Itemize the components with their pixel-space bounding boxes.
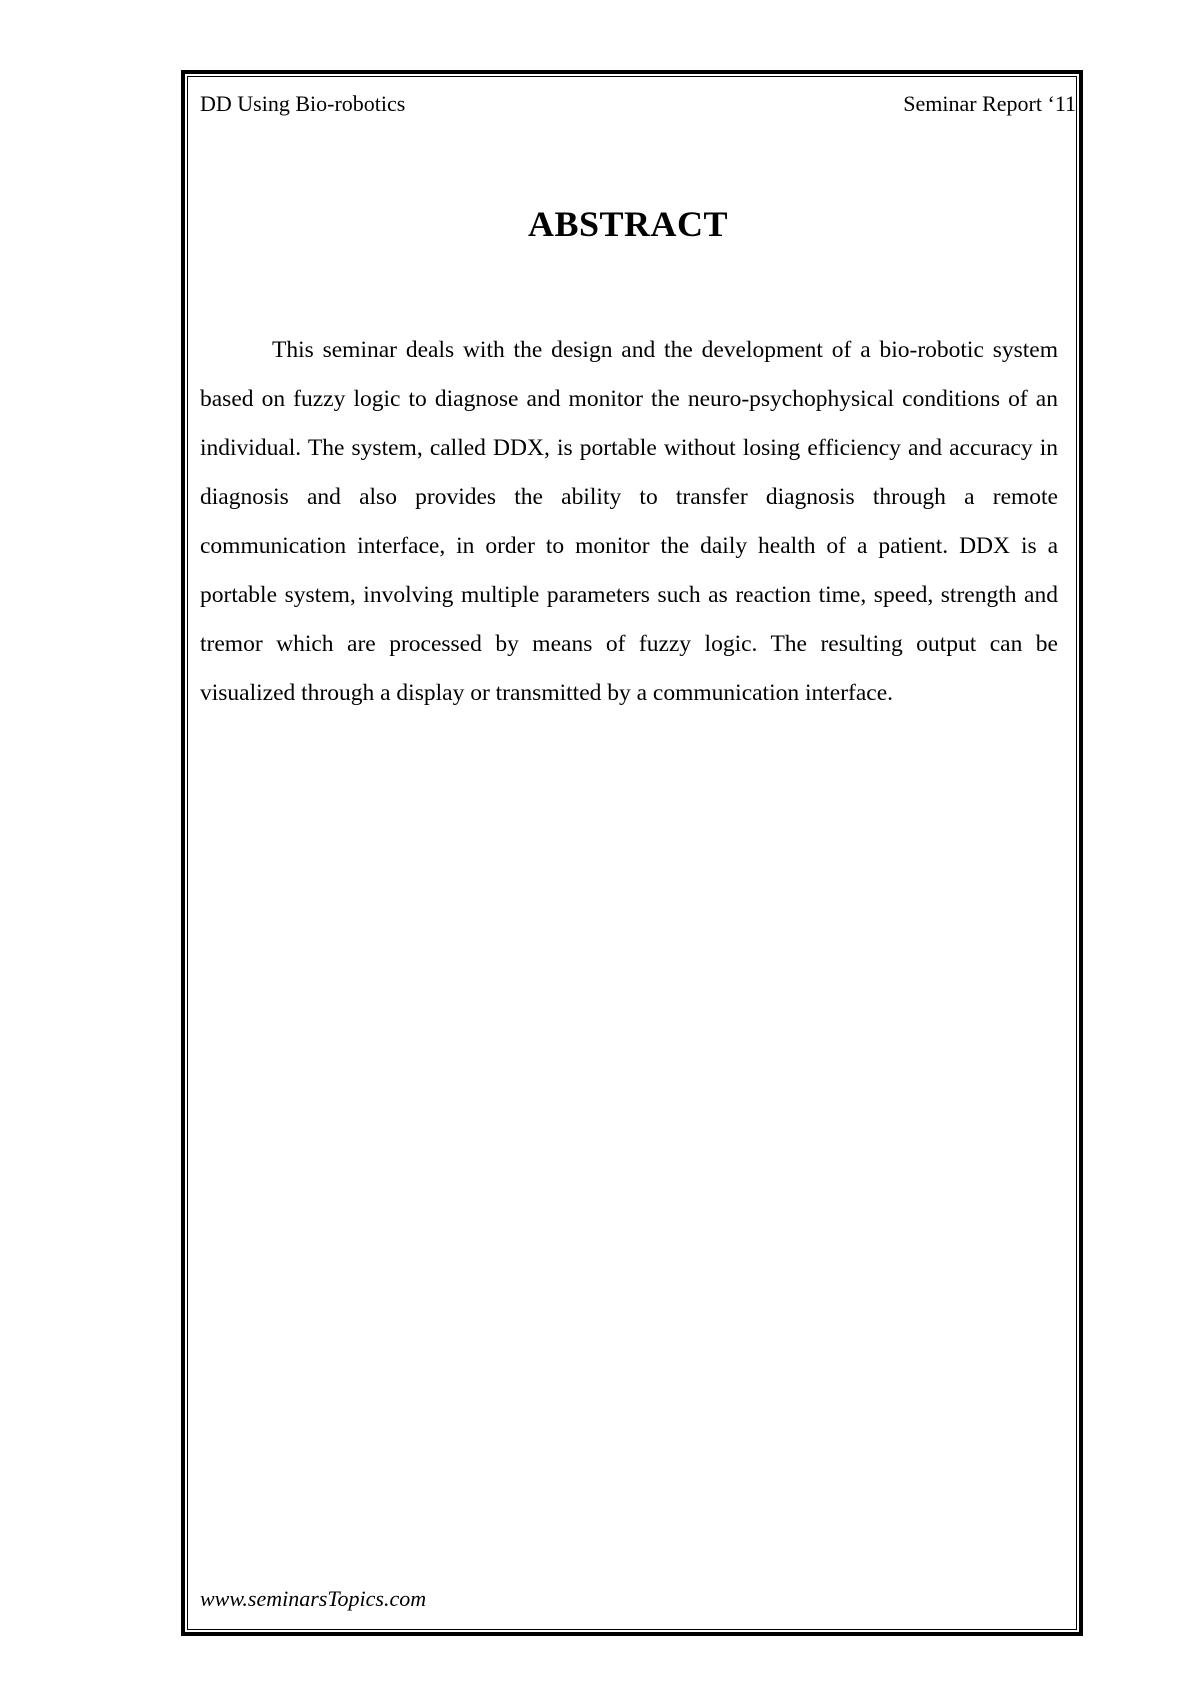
page-title: ABSTRACT — [527, 204, 729, 244]
page-border — [181, 70, 1083, 1636]
running-header-title: DD Using Bio-robotics — [200, 91, 406, 116]
abstract-paragraph: This seminar deals with the design and the development of a bio-robotic system based on fuzzy logic to diagnose and monitor the neuro-psychophysical conditions of an individual. The system, called DDX, is portable without losing efficiency and accuracy in diagnosis and also provides the ability to transfer diagnosis through a remote communication interface, in order to monitor the daily health of a patient. DDX is a portable system, involving multiple parameters such as reaction time, speed, strength and tremor which are processed by means of fuzzy logic. The resulting output can be visualized through a display or transmitted by a communication interface. — [200, 337, 1058, 706]
running-header-report: Seminar Report ‘11 — [903, 91, 1076, 116]
footer-website-url: www.seminarsTopics.com — [200, 1586, 427, 1611]
